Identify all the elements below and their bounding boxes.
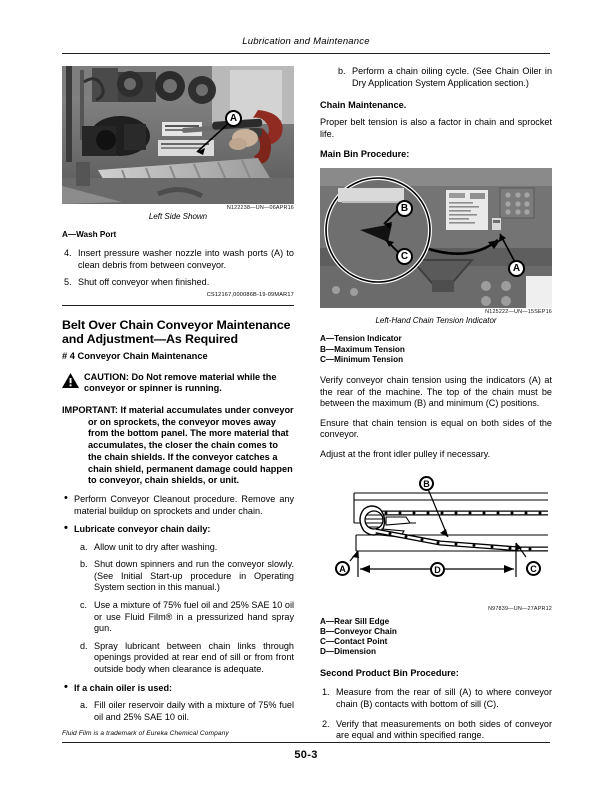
chain-oiler-substeps	[62, 700, 294, 723]
main-bin-heading: Main Bin Procedure:	[320, 149, 410, 160]
list-item	[64, 248, 294, 271]
step-text: Fill oiler reservoir daily with a mixture of 75% fuel oil and 25% SAE 10 oil.	[94, 700, 294, 722]
callout-b-figure3: B	[419, 476, 434, 491]
callout-a-figure2: A	[508, 260, 525, 277]
legend-item: C—Minimum Tension	[320, 354, 404, 364]
left-column	[62, 66, 294, 723]
list-item	[338, 66, 552, 89]
step-text: Perform a chain oiling cycle. (See Chain Oiler in Dry Application System Application section.)	[352, 66, 552, 88]
chain-maintenance-text: Proper belt tension is also a factor in chain and sprocket life.	[320, 117, 552, 139]
page-title: Lubrication and Maintenance	[242, 36, 370, 47]
step-text: Verify that measurements on both sides of conveyor are equal and within specified range.	[336, 718, 552, 741]
callout-d-figure3: D	[430, 562, 445, 577]
figure-wash-port	[62, 66, 294, 221]
step-text: Use a mixture of 75% fuel oil and 25% SAE 10 oil or use Fluid Film® in a pressurized hand spray gun.	[94, 600, 294, 634]
legend-item: D—Dimension	[320, 647, 376, 657]
callout-b-figure2: B	[396, 200, 413, 217]
legend-item: B—Conveyor Chain	[320, 626, 397, 636]
section-subheading: # 4 Conveyor Chain Maintenance	[62, 350, 208, 361]
figure2-caption: Left-Hand Chain Tension Indicator	[375, 316, 497, 326]
lubricate-substeps	[62, 542, 294, 676]
step-text: Shut down spinners and run the conveyor slowly. (See Initial Start-up procedure in Operating System section in this manual.)	[94, 559, 294, 593]
legend-item: A—Rear Sill Edge	[320, 616, 390, 626]
step-marker: d.	[80, 640, 88, 651]
list-item	[80, 559, 294, 594]
list-item: • If a chain oiler is used:	[62, 683, 294, 695]
step-marker: 5.	[64, 277, 72, 288]
section-end-code-1: CS12167,000086B-19-09MAR17	[206, 291, 294, 298]
chain-maintenance-heading: Chain Maintenance.	[320, 100, 407, 111]
figure3-code: N97839—UN—27APR12	[488, 605, 552, 612]
important-block	[62, 405, 294, 487]
callout-a-figure1: A	[225, 110, 242, 127]
step-text: Insert pressure washer nozzle into wash ports (A) to clean debris from between conveyor.	[78, 248, 294, 270]
legend-item: A—Tension Indicator	[320, 334, 402, 344]
list-item: • Perform Conveyor Cleanout procedure. Remove any material buildup on sprockets and under chain.	[62, 494, 294, 517]
step-marker: 4.	[64, 248, 72, 259]
list-item	[80, 641, 294, 676]
legend-item: B—Maximum Tension	[320, 344, 405, 354]
step-marker: c.	[80, 600, 88, 611]
page-number: 50-3	[294, 749, 318, 761]
step-marker: a.	[80, 541, 88, 552]
step-text: Spray lubricant between chain links through openings provided at rear end of sill or from front outside body when clearance is adequate.	[94, 640, 294, 675]
figure-tension-indicator	[320, 168, 552, 325]
conveyor-bullet-list	[62, 494, 294, 536]
callout-c-figure3: C	[526, 561, 541, 576]
photo-tension-indicator	[320, 168, 552, 308]
step-marker: 2.	[322, 718, 330, 729]
figure-conveyor-dimension	[320, 473, 552, 612]
diagram-conveyor-dimension	[320, 473, 552, 605]
list-item	[64, 277, 294, 289]
conveyor-dimension-art	[320, 473, 552, 605]
figure2-code: N125222—UN—15SEP16	[485, 309, 552, 316]
header-divider	[62, 53, 550, 54]
callout-c-figure2: C	[396, 248, 413, 265]
list-item: • Lubricate conveyor chain daily:	[62, 524, 294, 536]
figure1-code: N122238—UN—06APR16	[226, 205, 294, 211]
callout-a-figure3: A	[335, 561, 350, 576]
footer-divider	[62, 742, 550, 743]
figure1-legend	[62, 230, 294, 240]
right-column	[320, 66, 552, 742]
trademark-footnote: Fluid Film is a trademark of Eureka Chemical Company	[62, 730, 229, 737]
figure3-legend	[320, 617, 552, 658]
step-marker: b.	[338, 66, 346, 76]
important-text: If material accumulates under conveyor or on sprockets, the conveyor moves away from the bottom panel. The more material that accumulates, the closer the chain comes to the chain shields. If the conveyor catches a chain shield, permanent damage could happen to conveyor, chain shields, or unit.	[88, 404, 294, 486]
figure1-caption: Left Side Shown	[148, 212, 208, 221]
caution-text: CAUTION: Do Not remove material while the conveyor or spinner is running.	[84, 371, 277, 394]
list-item	[322, 687, 552, 710]
idler-adjust-paragraph: Adjust at the front idler pulley if necessary.	[320, 448, 491, 459]
legend-item: A—Wash Port	[62, 230, 117, 239]
legend-item: C—Contact Point	[320, 636, 388, 646]
page-footer	[62, 730, 550, 761]
tension-verify-paragraph: Verify conveyor chain tension using the indicators (A) at the rear of the machine. The top of the chain must be between the maximum (B) and minimum (C) positions.	[320, 374, 552, 409]
list-item	[80, 600, 294, 635]
warning-triangle-icon	[62, 373, 79, 388]
tension-indicator-photo-art	[320, 168, 552, 308]
tension-equal-paragraph: Ensure that chain tension is equal on both sides of the conveyor.	[320, 417, 552, 440]
list-item	[80, 700, 294, 723]
list-item	[80, 542, 294, 554]
important-label: IMPORTANT:	[62, 404, 118, 415]
section-heading: Belt Over Chain Conveyor Maintenance and Adjustment—As Required	[62, 317, 291, 347]
step-text: Shut off conveyor when finished.	[78, 277, 210, 288]
second-bin-heading: Second Product Bin Procedure:	[320, 668, 459, 679]
caution-block	[62, 372, 294, 395]
step-text: Allow unit to dry after washing.	[94, 541, 218, 552]
step-marker: 1.	[322, 687, 330, 698]
wash-port-photo-art	[62, 66, 294, 204]
step-marker: a.	[80, 700, 88, 711]
photo-wash-port	[62, 66, 294, 204]
wash-steps-list	[62, 248, 294, 289]
figure2-legend	[320, 334, 552, 365]
page-header	[62, 36, 550, 54]
step-marker: b.	[80, 559, 88, 570]
chain-oiler-bullet-list	[62, 683, 294, 695]
continued-substep	[320, 66, 552, 89]
step-text: Measure from the rear of sill (A) to where conveyor chain (B) contacts with bottom of sill (C).	[336, 687, 552, 709]
